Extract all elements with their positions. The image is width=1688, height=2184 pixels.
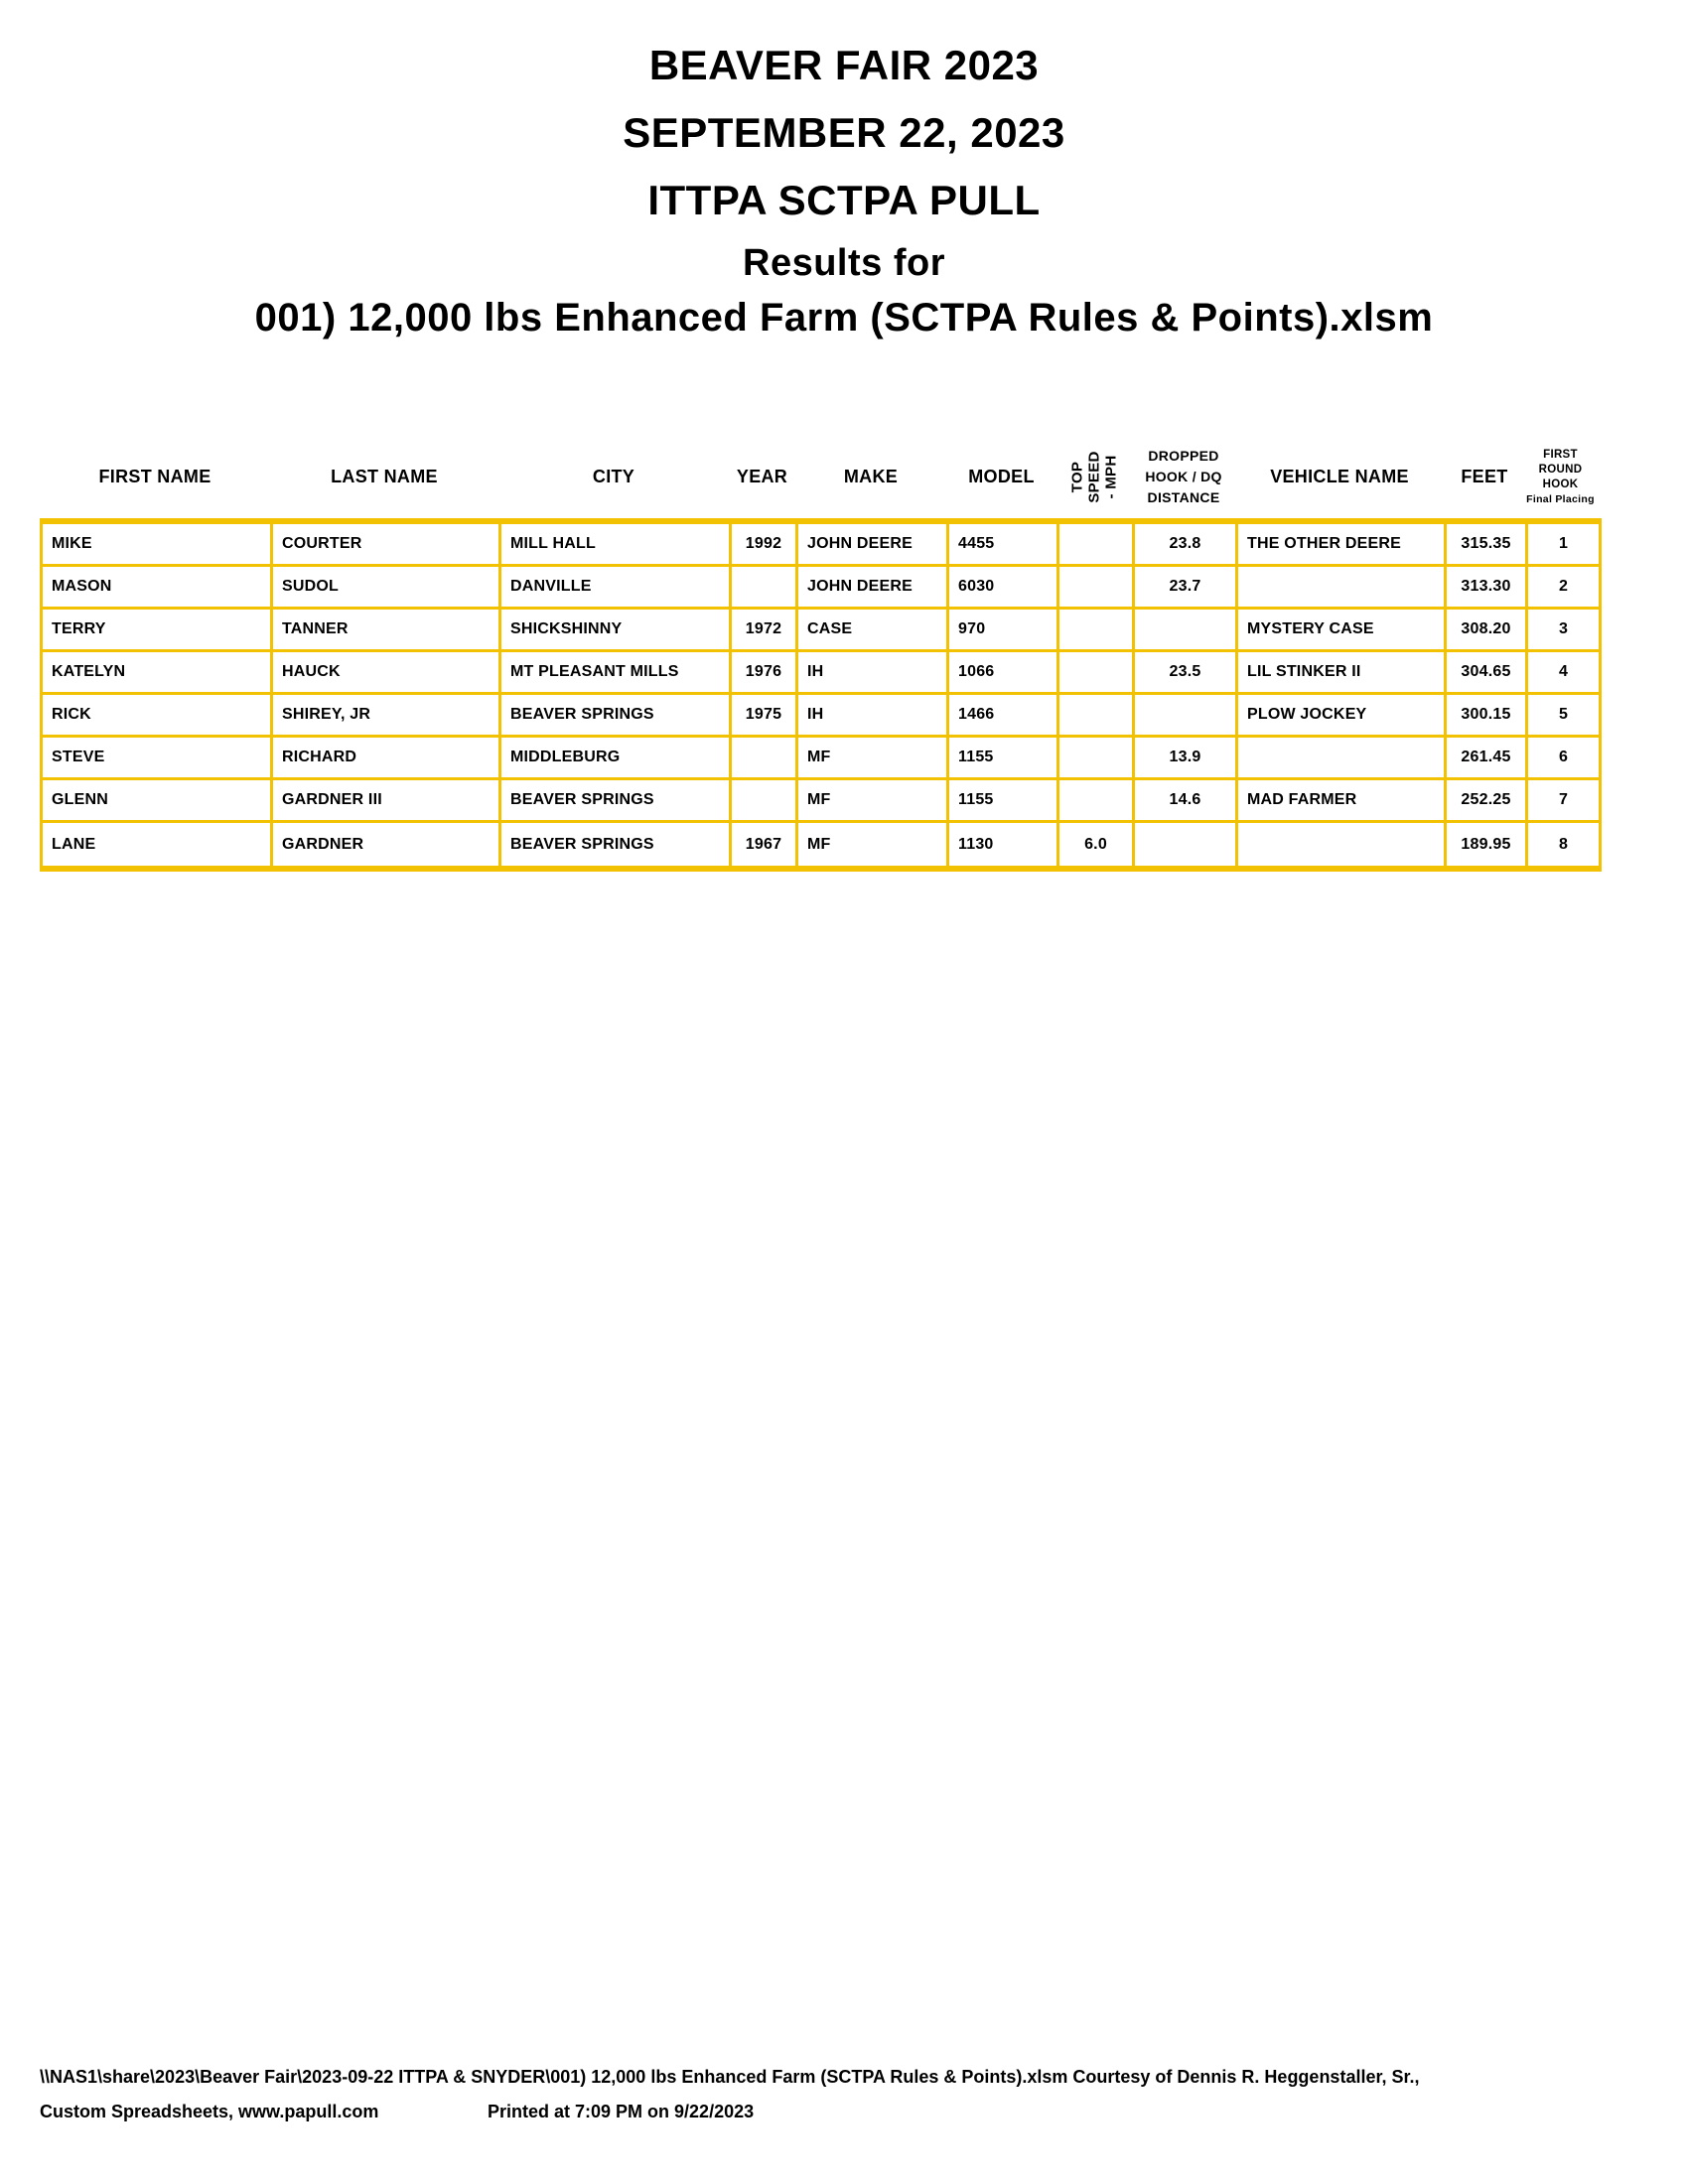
table-cell — [1135, 823, 1238, 866]
table-cell: 1992 — [732, 524, 798, 564]
table-cell — [1059, 524, 1135, 564]
table-cell: 313.30 — [1447, 567, 1528, 607]
table-cell: MIKE — [43, 524, 273, 564]
column-header-year: YEAR — [736, 466, 788, 486]
table-cell: MIDDLEBURG — [501, 738, 732, 777]
table-cell: 5 — [1558, 706, 1569, 723]
table-cell: 970 — [949, 610, 1059, 649]
table-column-headers — [40, 435, 1602, 518]
table-cell: 300.15 — [1447, 695, 1528, 735]
footer-printed-at: Printed at 7:09 PM on 9/22/2023 — [488, 2102, 755, 2121]
title-line-event: BEAVER FAIR 2023 — [648, 42, 1040, 88]
table-cell — [1059, 610, 1135, 649]
table-row — [43, 652, 1599, 695]
table-cell: 6 — [1558, 749, 1569, 765]
table-cell: 304.65 — [1447, 652, 1528, 692]
table-cell: 308.20 — [1447, 610, 1528, 649]
table-cell: MAD FARMER — [1238, 780, 1447, 820]
table-cell: BEAVER SPRINGS — [501, 823, 732, 866]
table-cell — [1238, 738, 1447, 777]
table-cell — [1135, 695, 1238, 735]
table-cell: 23.7 — [1135, 567, 1238, 607]
table-cell: JOHN DEERE — [798, 567, 949, 607]
table-cell: BEAVER SPRINGS — [501, 695, 732, 735]
column-header-model: MODEL — [968, 466, 1035, 486]
table-cell — [1059, 652, 1135, 692]
table-cell: SHIREY, JR — [273, 695, 501, 735]
table-row — [43, 567, 1599, 610]
table-cell: SHICKSHINNY — [501, 610, 732, 649]
table-row — [43, 524, 1599, 567]
table-row — [43, 780, 1599, 823]
table-cell: 6.0 — [1059, 823, 1135, 866]
table-cell: 6030 — [949, 567, 1059, 607]
table-cell: 3 — [1558, 620, 1569, 637]
table-cell: STEVE — [43, 738, 273, 777]
table-cell: 23.5 — [1135, 652, 1238, 692]
table-cell: RICHARD — [273, 738, 501, 777]
column-header-city: CITY — [592, 466, 635, 486]
table-cell: KATELYN — [43, 652, 273, 692]
column-header-first-round-hook: FIRST ROUND HOOK Final Placing — [1526, 448, 1595, 505]
table-cell: 4 — [1558, 663, 1569, 680]
table-cell: GARDNER — [273, 823, 501, 866]
table-cell — [732, 780, 798, 820]
table-cell: 1 — [1558, 535, 1569, 552]
title-line-results-for: Results for — [743, 242, 945, 284]
table-cell: COURTER — [273, 524, 501, 564]
table-cell: MF — [798, 738, 949, 777]
table-cell: MASON — [43, 567, 273, 607]
table-cell: MF — [798, 780, 949, 820]
column-header-dropped-hook-dq-distance: DROPPED HOOK / DQ DISTANCE — [1145, 447, 1222, 505]
column-header-feet: FEET — [1461, 466, 1508, 486]
column-header-top-speed-mph: TOP SPEED - MPH — [1068, 450, 1120, 503]
table-cell — [1059, 780, 1135, 820]
table-cell: GARDNER III — [273, 780, 501, 820]
title-line-association: ITTPA SCTPA PULL — [647, 177, 1041, 223]
table-cell: LIL STINKER II — [1238, 652, 1447, 692]
table-cell: 2 — [1558, 578, 1569, 595]
table-cell — [1238, 567, 1447, 607]
table-cell — [1059, 738, 1135, 777]
table-row — [43, 695, 1599, 738]
table-cell: 13.9 — [1135, 738, 1238, 777]
table-cell — [732, 567, 798, 607]
table-row — [43, 738, 1599, 780]
results-table — [40, 518, 1602, 872]
table-cell: DANVILLE — [501, 567, 732, 607]
table-cell: SUDOL — [273, 567, 501, 607]
table-cell: MT PLEASANT MILLS — [501, 652, 732, 692]
table-row — [43, 823, 1599, 866]
table-cell: CASE — [798, 610, 949, 649]
column-header-first-name: FIRST NAME — [98, 466, 211, 486]
table-cell: 261.45 — [1447, 738, 1528, 777]
table-row — [43, 610, 1599, 652]
table-cell: THE OTHER DEERE — [1238, 524, 1447, 564]
column-header-vehicle-name: VEHICLE NAME — [1270, 466, 1409, 486]
table-cell: IH — [798, 652, 949, 692]
table-cell: LANE — [43, 823, 273, 866]
table-cell: 1466 — [949, 695, 1059, 735]
table-cell: RICK — [43, 695, 273, 735]
table-cell: MILL HALL — [501, 524, 732, 564]
table-cell — [1135, 610, 1238, 649]
table-cell: TERRY — [43, 610, 273, 649]
table-cell: 1155 — [949, 780, 1059, 820]
table-cell — [1238, 823, 1447, 866]
column-header-make: MAKE — [843, 466, 899, 486]
title-line-date: SEPTEMBER 22, 2023 — [623, 109, 1065, 156]
table-cell: 1155 — [949, 738, 1059, 777]
table-cell: 189.95 — [1447, 823, 1528, 866]
table-cell: 4455 — [949, 524, 1059, 564]
footer-credit-left: Custom Spreadsheets, www.papull.com — [40, 2102, 379, 2121]
table-cell: 1066 — [949, 652, 1059, 692]
table-cell — [1059, 695, 1135, 735]
table-cell: 23.8 — [1135, 524, 1238, 564]
table-cell: 1972 — [732, 610, 798, 649]
table-cell: 8 — [1558, 835, 1569, 853]
table-cell: 252.25 — [1447, 780, 1528, 820]
title-line-class-file: 001) 12,000 lbs Enhanced Farm (SCTPA Rules & Points).xlsm — [254, 296, 1434, 340]
table-cell: 1130 — [949, 823, 1059, 866]
table-cell: GLENN — [43, 780, 273, 820]
table-cell — [732, 738, 798, 777]
table-cell: TANNER — [273, 610, 501, 649]
table-cell: MYSTERY CASE — [1238, 610, 1447, 649]
table-cell: 1976 — [732, 652, 798, 692]
table-cell — [1059, 567, 1135, 607]
table-cell: IH — [798, 695, 949, 735]
table-cell: 315.35 — [1447, 524, 1528, 564]
table-cell: 7 — [1558, 791, 1569, 808]
footer-credits — [40, 2102, 755, 2122]
column-header-last-name: LAST NAME — [331, 466, 438, 486]
table-cell: 1967 — [732, 823, 798, 866]
table-cell: HAUCK — [273, 652, 501, 692]
table-cell: BEAVER SPRINGS — [501, 780, 732, 820]
table-cell: PLOW JOCKEY — [1238, 695, 1447, 735]
table-cell: 14.6 — [1135, 780, 1238, 820]
table-cell: 1975 — [732, 695, 798, 735]
table-cell: JOHN DEERE — [798, 524, 949, 564]
table-cell: MF — [798, 823, 949, 866]
footer-file-path: \\NAS1\share\2023\Beaver Fair\2023-09-22 ITTPA & SNYDER\001) 12,000 lbs Enhanced Farm (SCTPA Rules & Points).xlsm Courtesy of Dennis R. Heggenstaller, Sr., — [40, 2067, 1420, 2087]
